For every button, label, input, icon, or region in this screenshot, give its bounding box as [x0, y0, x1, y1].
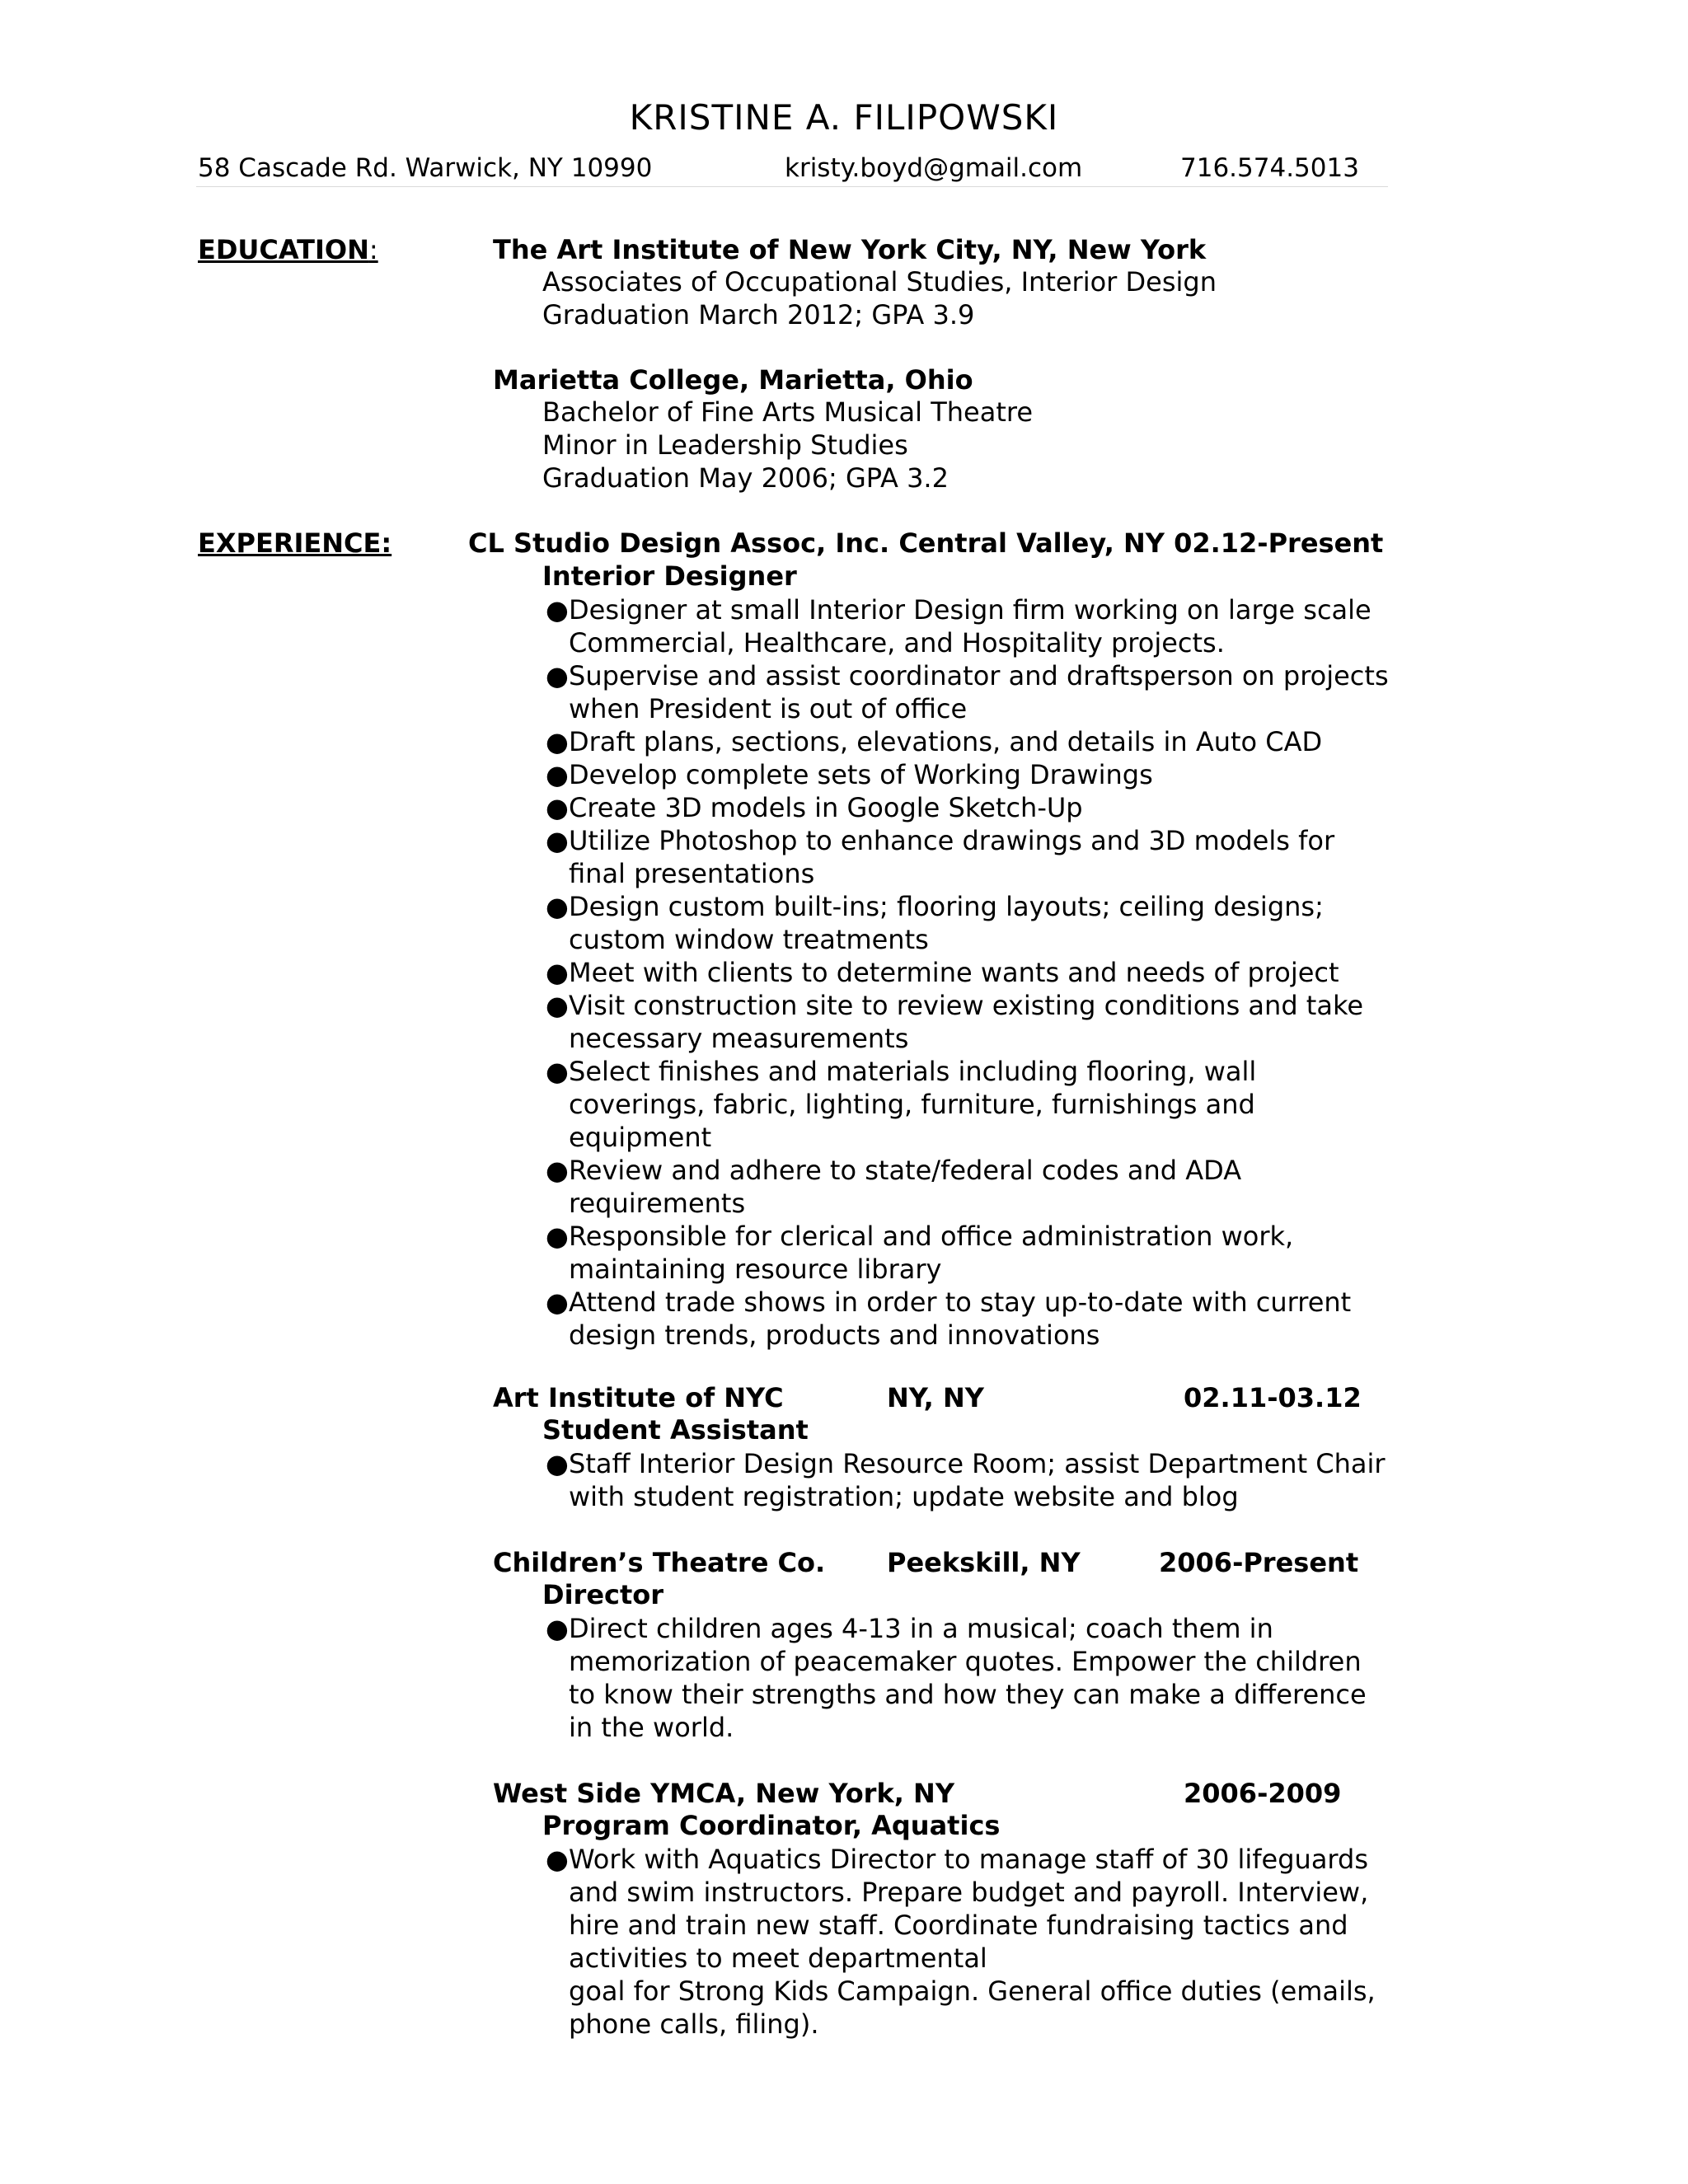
bullet-line: Design custom built-ins; flooring layouts; ceiling designs;	[569, 891, 1324, 922]
bullet-icon: ●	[546, 1056, 569, 1087]
bullet-line: Work with Aquatics Director to manage staff of 30 lifeguards	[569, 1844, 1368, 1875]
bullet-line: Commercial, Healthcare, and Hospitality projects.	[569, 627, 1225, 658]
bullet-line: equipment	[569, 1122, 712, 1153]
job-organization: Art Institute of NYC	[493, 1382, 784, 1413]
education-detail: Minor in Leadership Studies	[542, 429, 908, 461]
bullet-line: when President is out of office	[569, 693, 968, 724]
experience-section-label: EXPERIENCE:	[198, 527, 392, 559]
bullet-line: Responsible for clerical and office administration work,	[569, 1221, 1294, 1252]
job-bullet-item	[546, 1154, 1469, 1220]
job-organization: Children’s Theatre Co.	[493, 1547, 826, 1578]
bullet-line: Staff Interior Design Resource Room; assist Department Chair	[569, 1448, 1386, 1479]
job-bullet-item	[546, 824, 1469, 890]
job-location: Peekskill, NY	[887, 1547, 1081, 1578]
education-section-label: EDUCATION:	[198, 234, 378, 265]
bullet-icon: ●	[546, 1448, 569, 1479]
job-bullet-item	[546, 791, 1469, 824]
job-bullet-list	[546, 1612, 1469, 1744]
job-header: CL Studio Design Assoc, Inc. Central Valley, NY 02.12-Present	[468, 527, 1384, 559]
bullet-line: Meet with clients to determine wants and needs of project	[569, 957, 1339, 988]
job-bullet-item	[546, 989, 1469, 1055]
job-bullet-item	[546, 1286, 1469, 1352]
bullet-line: final presentations	[569, 858, 815, 889]
bullet-line: to know their strengths and how they can make a difference	[569, 1679, 1367, 1710]
bullet-line: Select finishes and materials including flooring, wall	[569, 1056, 1257, 1087]
bullet-line: Review and adhere to state/federal codes and ADA	[569, 1155, 1242, 1186]
education-school-details	[542, 396, 1033, 494]
education-detail: Graduation March 2012; GPA 3.9	[542, 299, 975, 330]
resume-name: KRISTINE A. FILIPOWSKI	[629, 97, 1059, 138]
job-bullet-item	[546, 725, 1469, 758]
job-bullet-item	[546, 758, 1469, 791]
bullet-line: Designer at small Interior Design firm working on large scale	[569, 594, 1372, 626]
job-bullet-item	[546, 1220, 1469, 1286]
bullet-line: necessary measurements	[569, 1023, 909, 1054]
bullet-icon: ●	[546, 726, 569, 757]
contact-email: kristy.boyd@gmail.com	[785, 153, 1083, 183]
bullet-icon: ●	[546, 990, 569, 1021]
header-divider	[196, 186, 1388, 187]
bullet-line: Supervise and assist coordinator and draftsperson on projects	[569, 660, 1389, 691]
education-school-name: Marietta College, Marietta, Ohio	[493, 364, 973, 396]
job-title: Student Assistant	[542, 1414, 809, 1446]
bullet-icon: ●	[546, 1221, 569, 1252]
bullet-line: goal for Strong Kids Campaign. General office duties (emails,	[569, 1975, 1376, 2007]
bullet-icon: ●	[546, 759, 569, 790]
job-bullet-item	[546, 1055, 1469, 1154]
bullet-icon: ●	[546, 825, 569, 856]
job-bullet-item	[546, 1447, 1469, 1513]
job-dates: 02.11-03.12	[1184, 1382, 1362, 1413]
bullet-icon: ●	[546, 1613, 569, 1644]
job-location: NY, NY	[887, 1382, 984, 1413]
bullet-line: Utilize Photoshop to enhance drawings and 3D models for	[569, 825, 1335, 856]
bullet-icon: ●	[546, 594, 569, 626]
bullet-line: coverings, fabric, lighting, furniture, furnishings and	[569, 1089, 1255, 1120]
job-bullet-list	[546, 1843, 1469, 2041]
job-bullet-item	[546, 593, 1469, 659]
contact-phone: 716.574.5013	[1180, 153, 1359, 183]
bullet-line: Create 3D models in Google Sketch-Up	[569, 792, 1083, 823]
bullet-line: Attend trade shows in order to stay up-to-date with current	[569, 1286, 1352, 1318]
education-school-details	[542, 265, 1217, 331]
bullet-line: design trends, products and innovations	[569, 1319, 1100, 1351]
bullet-icon: ●	[546, 1844, 569, 1875]
bullet-icon: ●	[546, 957, 569, 988]
job-bullet-item	[546, 890, 1469, 956]
education-school-name: The Art Institute of New York City, NY, New York	[493, 234, 1207, 265]
bullet-line: and swim instructors. Prepare budget and payroll. Interview,	[569, 1877, 1369, 1908]
bullet-line: Draft plans, sections, elevations, and details in Auto CAD	[569, 726, 1323, 757]
bullet-line: activities to meet departmental	[569, 1943, 987, 1974]
contact-address: 58 Cascade Rd. Warwick, NY 10990	[198, 153, 653, 183]
education-detail: Associates of Occupational Studies, Interior Design	[542, 266, 1217, 298]
job-bullet-list	[546, 593, 1469, 1352]
bullet-line: Visit construction site to review existing conditions and take	[569, 990, 1364, 1021]
bullet-icon: ●	[546, 891, 569, 922]
job-dates: 2006-Present	[1159, 1547, 1359, 1578]
education-detail: Graduation May 2006; GPA 3.2	[542, 462, 949, 494]
bullet-icon: ●	[546, 660, 569, 691]
bullet-line: Develop complete sets of Working Drawings	[569, 759, 1153, 790]
bullet-line: in the world.	[569, 1712, 734, 1743]
job-bullet-list	[546, 1447, 1469, 1513]
bullet-icon: ●	[546, 1155, 569, 1186]
bullet-icon: ●	[546, 1286, 569, 1318]
job-dates: 2006-2009	[1184, 1778, 1342, 1809]
job-title: Program Coordinator, Aquatics	[542, 1810, 1001, 1841]
bullet-line: requirements	[569, 1188, 746, 1219]
job-organization: West Side YMCA, New York, NY	[493, 1778, 954, 1809]
bullet-line: memorization of peacemaker quotes. Empower the children	[569, 1646, 1362, 1677]
bullet-icon: ●	[546, 792, 569, 823]
job-bullet-item	[546, 1843, 1469, 2041]
bullet-line: with student registration; update website and blog	[569, 1481, 1239, 1512]
bullet-line: custom window treatments	[569, 924, 929, 955]
bullet-line: phone calls, filing).	[569, 2008, 819, 2040]
job-bullet-item	[546, 659, 1469, 725]
job-title: Interior Designer	[542, 560, 797, 592]
bullet-line: hire and train new staff. Coordinate fundraising tactics and	[569, 1910, 1348, 1941]
bullet-line: maintaining resource library	[569, 1254, 942, 1285]
education-detail: Bachelor of Fine Arts Musical Theatre	[542, 396, 1034, 428]
bullet-line: Direct children ages 4-13 in a musical; coach them in	[569, 1613, 1273, 1644]
job-bullet-item	[546, 956, 1469, 989]
job-bullet-item	[546, 1612, 1469, 1744]
job-title: Director	[542, 1579, 664, 1610]
